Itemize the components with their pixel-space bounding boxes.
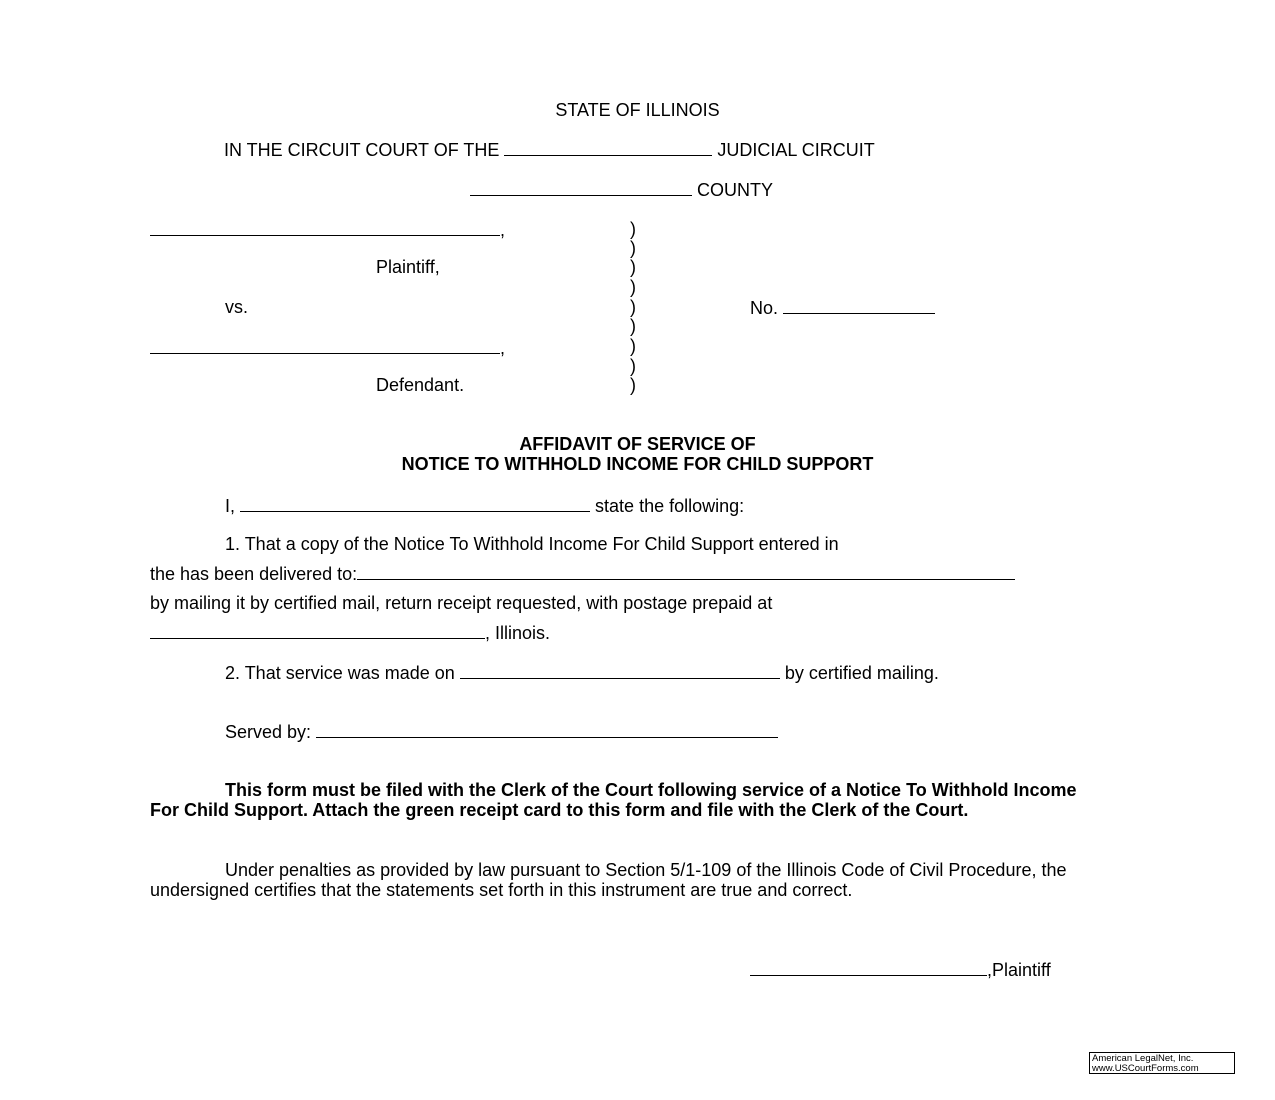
defendant-name-line [150,337,505,358]
para1-line3: by mailing it by certified mail, return receipt requested, with postage prepaid at [150,593,773,613]
signature-line [750,959,1051,980]
court-heading [224,139,875,160]
defendant-blank[interactable] [150,337,500,354]
certified-mailing-label: by certified mailing. [784,663,939,683]
caption-paren: ) [630,336,636,356]
plaintiff-label: Plaintiff, [376,257,440,277]
para1-line4 [150,622,550,643]
caption-paren: ) [630,277,636,297]
case-number [750,297,935,318]
para1-line1: 1. That a copy of the Notice To Withhold Income For Child Support entered in [225,534,839,554]
comma: , [500,338,506,358]
service-date-blank[interactable] [460,662,780,679]
caption-paren: ) [630,219,636,239]
signature-label: ,Plaintiff [987,960,1051,980]
court-suffix: JUDICIAL CIRCUIT [717,140,875,160]
caption-paren: ) [630,356,636,376]
state-following: state the following: [595,496,745,516]
publisher-stamp [1089,1052,1235,1074]
caption-paren: ) [630,257,636,277]
county-heading [470,179,773,200]
caption-paren: ) [630,375,636,395]
caption-paren: ) [630,238,636,258]
vs-label: vs. [225,297,249,317]
service-date-label: 2. That service was made on [225,663,455,683]
defendant-label: Defendant. [376,375,465,395]
state-heading: STATE OF ILLINOIS [555,100,720,120]
county-label: COUNTY [697,180,774,200]
illinois-label: , Illinois. [485,623,551,643]
affiant-blank[interactable] [240,495,590,512]
circuit-blank[interactable] [504,139,712,156]
served-by-blank[interactable] [316,721,778,738]
plaintiff-blank[interactable] [150,219,500,236]
filing-notice-text: This form must be filed with the Clerk of the Court following service of a Notice To Withhold Income For Child Support. Attach the green receipt card to this form and file with the Clerk of the Court. [150,780,1077,820]
publisher-name: American LegalNet, Inc. [1092,1053,1194,1064]
caption-paren: ) [630,297,636,317]
comma: , [500,220,506,240]
served-by-label: Served by: [225,722,312,742]
delivered-to-label: the has been delivered to: [150,564,358,584]
court-prefix: IN THE CIRCUIT COURT OF THE [224,140,500,160]
signature-blank[interactable] [750,959,987,976]
caption-paren: ) [630,316,636,336]
served-by-line [225,721,778,742]
city-blank[interactable] [150,622,485,639]
affiant-line [225,495,744,516]
filing-notice [150,780,1098,820]
publisher-url: www.USCourtForms.com [1092,1063,1199,1074]
case-no-label: No. [750,298,779,318]
case-no-blank[interactable] [783,297,935,314]
plaintiff-name-line [150,219,505,240]
i-label: I, [225,496,236,516]
penalties-text: Under penalties as provided by law pursuant to Section 5/1-109 of the Illinois Code of Civil Procedure, the undersigned certifies that the statements set forth in this instrument are true and correct. [150,860,1067,900]
title-line-2: NOTICE TO WITHHOLD INCOME FOR CHILD SUPPORT [401,454,874,474]
penalties-statement [150,860,1098,900]
para1-line2 [150,563,1015,584]
county-blank[interactable] [470,179,692,196]
title-line-1: AFFIDAVIT OF SERVICE OF [519,434,756,454]
para2 [225,662,939,683]
delivered-to-blank[interactable] [357,563,1015,580]
